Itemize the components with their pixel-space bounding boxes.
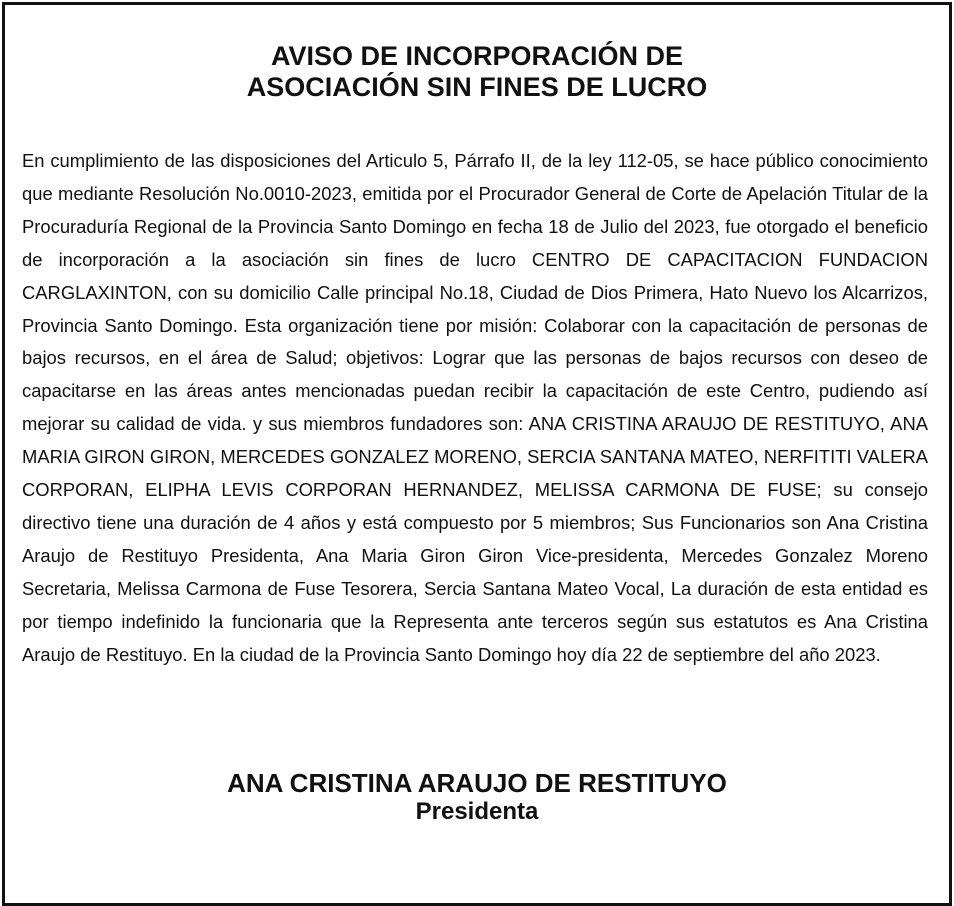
notice-title xyxy=(5,41,949,103)
signer-role: Presidenta xyxy=(415,798,539,825)
notice-frame xyxy=(2,2,952,906)
notice-body: En cumplimiento de las disposiciones del Articulo 5, Párrafo II, de la ley 112-05, se hace público conocimiento que mediante Resolución No.0010-2023, emitida por el Procurador General de Corte de Apelación Titular de la Procuraduría Regional de la Provincia Santo Domingo en fecha 18 de Julio del 2023, fue otorgado el beneficio de incorporación a la asociación sin fines de lucro CENTRO DE CAPACITACION FUNDACION CARGLAXINTON, con su domicilio Calle principal No.18, Ciudad de Dios Primera, Hato Nuevo los Alcarrizos, Provincia Santo Domingo. Esta organización tiene por misión: Colaborar con la capacitación de personas de bajos recursos, en el área de Salud; objetivos: Lograr que las personas de bajos recursos con deseo de capacitarse en las áreas antes mencionadas puedan recibir la capacitación de este Centro, pudiendo así mejorar su calidad de vida. y sus miembros fundadores son: ANA CRISTINA ARAUJO DE RESTITUYO, ANA MARIA GIRON GIRON, MERCEDES GONZALEZ MORENO, SERCIA SANTANA MATEO, NERFITITI VALERA CORPORAN, ELIPHA LEVIS CORPORAN HERNANDEZ, MELISSA CARMONA DE FUSE; su consejo directivo tiene una duración de 4 años y está compuesto por 5 miembros; Sus Funcionarios son Ana Cristina Araujo de Restituyo Presidenta, Ana Maria Giron Giron Vice-presidenta, Mercedes Gonzalez Moreno Secretaria, Melissa Carmona de Fuse Tesorera, Sercia Santana Mateo Vocal, La duración de esta entidad es por tiempo indefinido la funcionaria que la Representa ante terceros según sus estatutos es Ana Cristina Araujo de Restituyo. En la ciudad de la Provincia Santo Domingo hoy día 22 de septiembre del año 2023. xyxy=(22,150,928,665)
title-line-2: ASOCIACIÓN SIN FINES DE LUCRO xyxy=(246,72,708,102)
title-line-1: AVISO DE INCORPORACIÓN DE xyxy=(270,41,684,71)
signature-block xyxy=(5,768,949,826)
signer-name: ANA CRISTINA ARAUJO DE RESTITUYO xyxy=(227,768,727,798)
